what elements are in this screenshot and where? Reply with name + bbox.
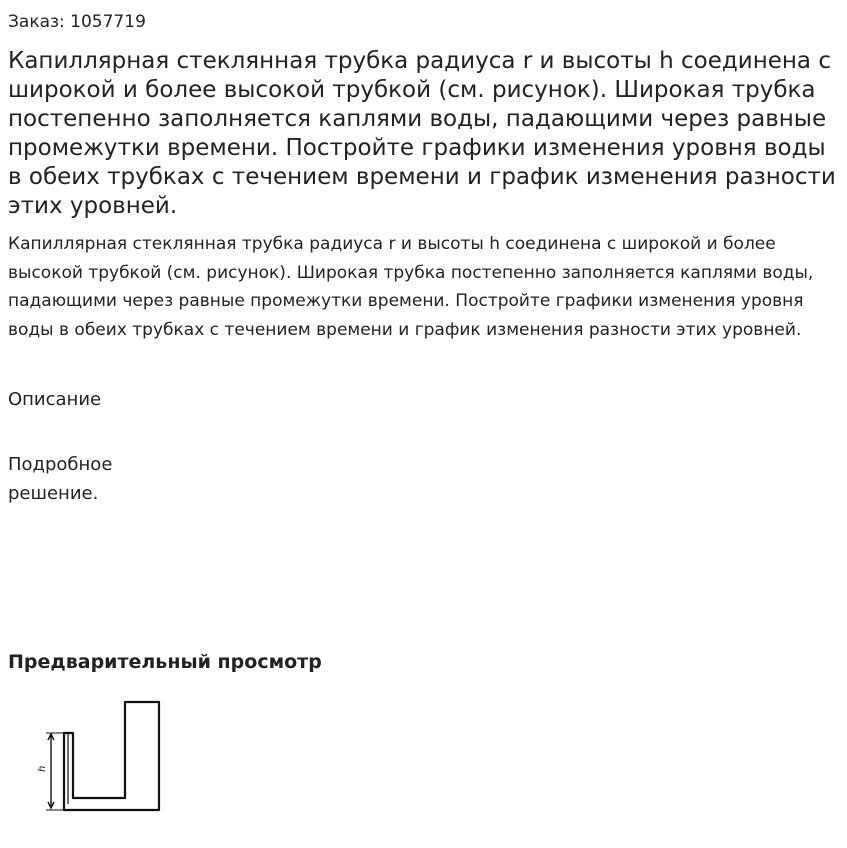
description-heading: Описание [8,389,102,410]
capillary-tube-diagram [32,696,172,816]
task-description: Капиллярная стеклянная трубка радиуса r и высоты h соединена с широкой и более высокой трубкой (см. рисунок). Широкая трубка постепенно заполняется каплями воды, падающими через равные промежутки времени. Постройте графики изменения уровня воды в обеих трубках с течением времени и график изменения разности этих уровней. [8,234,814,340]
preview-image [32,696,172,816]
height-label: h [37,765,48,772]
solution-note: Подробное решение. [8,454,113,504]
task-title: Капиллярная стеклянная трубка радиуса r и высоты h соединена с широкой и более высокой трубкой (см. рисунок). Широкая трубка постепенно заполняется каплями воды, падающими через равные промежутки времени. Постройте графики изменения уровня воды в обеих трубках с течением времени и график изменения разности этих уровней. [8,48,836,219]
preview-heading: Предварительный просмотр [8,651,322,673]
tube-outline [64,702,159,810]
order-number: Заказ: 1057719 [8,12,146,32]
